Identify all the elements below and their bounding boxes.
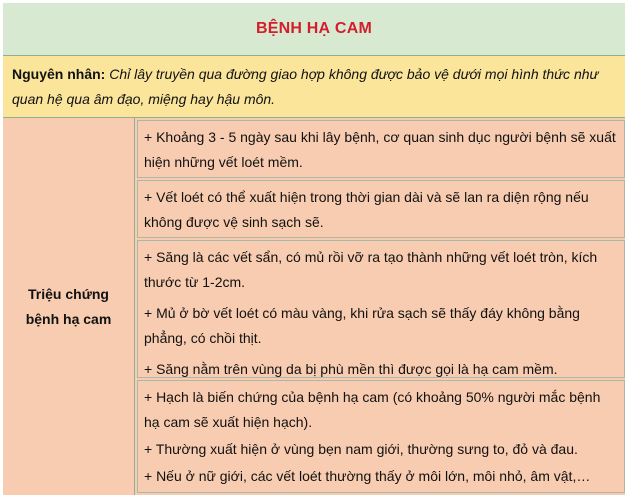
page-title: BỆNH HẠ CAM [256, 20, 372, 37]
cause-row [3, 56, 625, 118]
symptom-cell-2 [137, 180, 625, 238]
table-header [3, 3, 625, 56]
cause-label: Nguyên nhân: [12, 66, 106, 82]
symptom-item: + Mủ ở bờ vết loét có màu vàng, khi rửa sạch sẽ thấy đáy không bằng phẳng, có chồi thịt. [144, 305, 580, 346]
symptom-item: + Săng là các vết sẩn, có mủ rồi vỡ ra tạo thành những vết loét tròn, kích thước từ 1-2cm. [144, 249, 598, 290]
symptom-label-cell [3, 118, 135, 495]
symptom-cell-1 [137, 120, 625, 178]
symptom-item: + Khoảng 3 - 5 ngày sau khi lây bệnh, cơ quan sinh dục người bệnh sẽ xuất hiện những vết loét mềm. [144, 129, 616, 170]
cause-text: Chỉ lây truyền qua đường giao hợp không được bảo vệ dưới mọi hình thức như quan hệ qua âm đạo, miệng hay hậu môn. [12, 66, 599, 107]
symptom-item: + Săng nằm trên vùng da bị phù mền thì được gọi là hạ cam mềm. [144, 361, 558, 377]
symptom-item: + Nếu ở nữ giới, các vết loét thường thấy ở môi lớn, môi nhỏ, âm vật,… [144, 468, 591, 484]
symptom-item: + Vết loét có thể xuất hiện trong thời gian dài và sẽ lan ra diện rộng nếu không được vệ sinh sạch sẽ. [144, 189, 589, 230]
symptom-item: + Hạch là biến chứng của bệnh hạ cam (có khoảng 50% người mắc bệnh hạ cam sẽ xuất hiện hạch). [144, 389, 601, 430]
symptom-cell-4 [137, 380, 625, 493]
symptom-item: + Thường xuất hiện ở vùng bẹn nam giới, thường sưng to, đỏ và đau. [144, 441, 578, 457]
symptom-cell-3 [137, 240, 625, 378]
symptom-label: Triệu chứng bệnh hạ cam [25, 285, 112, 327]
